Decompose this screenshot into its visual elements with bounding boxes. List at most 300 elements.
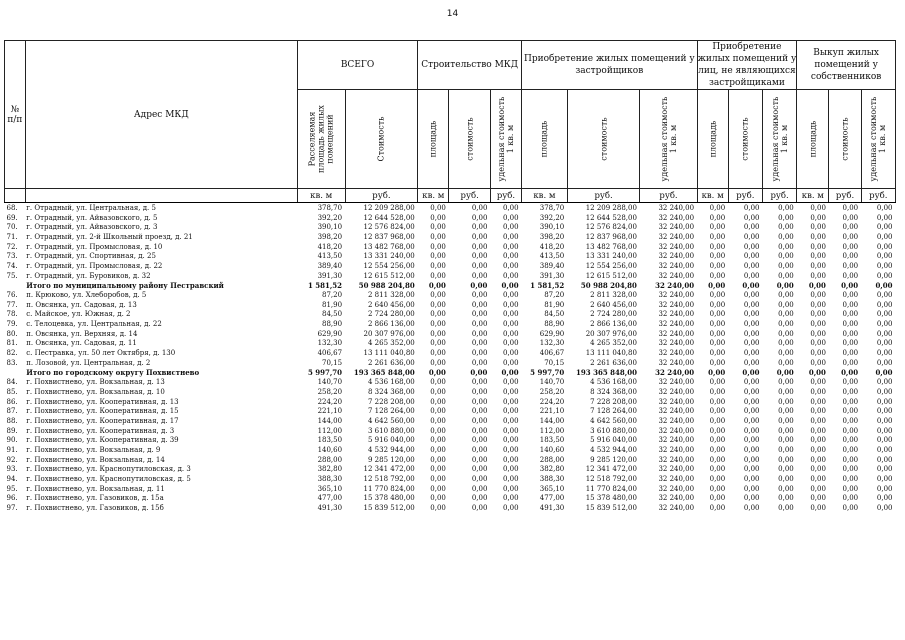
non-developers-area-cell: 0,00: [709, 387, 726, 396]
address-cell: г. Отрадный, ул. Центральная, д. 5: [26, 203, 156, 212]
non-developers-cost-cell: 0,00: [743, 349, 760, 358]
non-developers-cost-cell: 0,00: [743, 465, 760, 474]
construction-area-cell: 0,00: [428, 280, 446, 290]
non-developers-cost-cell: 0,00: [743, 475, 760, 484]
address-cell: с. Майское, ул. Южная, д. 2: [26, 310, 131, 319]
total-area-cell: 5 997,70: [307, 368, 343, 378]
non-developers-unit-cost-cell: 0,00: [778, 213, 794, 222]
address-cell: г. Отрадный, ул. Айвазовского, д. 5: [26, 213, 158, 222]
header-num: № п/п: [5, 41, 26, 189]
total-area-cell: 388,30: [317, 475, 343, 484]
owners-area-cell: 0,00: [810, 339, 826, 348]
owners-cost-cell: 0,00: [842, 320, 859, 329]
row-number: 68.: [6, 203, 18, 212]
construction-area-cell: 0,00: [430, 203, 446, 212]
developers-area-cell: 389,40: [539, 261, 565, 270]
total-cost-cell: 7 128 264,00: [367, 407, 415, 416]
table-row: [5, 261, 896, 271]
non-developers-unit-cost-cell: 0,00: [778, 291, 794, 300]
owners-unit-cost-cell: 0,00: [876, 329, 893, 338]
construction-unit-cost-cell: 0,00: [502, 475, 519, 484]
developers-cost-cell: 2 640 456,00: [590, 300, 637, 309]
row-number: 93.: [6, 465, 18, 474]
non-developers-unit-cost-cell: 0,00: [778, 475, 794, 484]
table-row: [5, 251, 896, 261]
non-developers-unit-cost-cell: 0,00: [778, 232, 794, 241]
owners-area-cell: 0,00: [810, 320, 826, 329]
developers-unit-cost-cell: 32 240,00: [658, 494, 695, 503]
owners-cost-cell: 0,00: [842, 407, 859, 416]
row-number: 91.: [6, 446, 18, 455]
owners-unit-cost-cell: 0,00: [876, 320, 893, 329]
table-row: [5, 377, 896, 387]
owners-cost-cell: 0,00: [842, 291, 859, 300]
address-cell: г. Похвистнево, ул. Кооперативная, д. 15: [26, 407, 179, 416]
owners-area-cell: 0,00: [810, 455, 826, 464]
non-developers-unit-cost-cell: 0,00: [778, 504, 794, 513]
developers-area-cell: 398,20: [539, 232, 565, 241]
owners-unit-cost-cell: 0,00: [876, 223, 893, 232]
header-total: ВСЕГО: [297, 41, 417, 90]
owners-unit-cost-cell: 0,00: [876, 339, 893, 348]
total-area-cell: 491,30: [317, 504, 343, 513]
developers-cost-cell: 2 724 280,00: [590, 310, 637, 319]
developers-area-cell: 140,60: [539, 446, 565, 455]
non-developers-unit-cost-cell: 0,00: [778, 271, 794, 280]
table-row: [5, 387, 896, 397]
unit-cell: руб.: [490, 189, 521, 203]
construction-area-cell: 0,00: [430, 329, 446, 338]
developers-unit-cost-cell: 32 240,00: [658, 407, 695, 416]
developers-unit-cost-cell: 32 240,00: [658, 242, 695, 251]
non-developers-unit-cost-cell: 0,00: [778, 397, 794, 406]
non-developers-area-cell: 0,00: [709, 397, 726, 406]
developers-unit-cost-cell: 32 240,00: [658, 416, 695, 425]
non-developers-cost-cell: 0,00: [743, 320, 760, 329]
row-number: 86.: [6, 397, 18, 406]
unit-cell: руб.: [728, 189, 762, 203]
construction-cost-cell: 0,00: [471, 300, 488, 309]
owners-area-cell: 0,00: [810, 465, 826, 474]
table-row: [5, 503, 896, 513]
owners-area-cell: 0,00: [810, 416, 826, 425]
non-developers-unit-cost-cell: 0,00: [778, 446, 794, 455]
owners-unit-cost-cell: 0,00: [876, 300, 893, 309]
row-number: 78.: [6, 310, 18, 319]
total-cost-cell: 9 285 120,00: [367, 455, 415, 464]
developers-cost-cell: 13 111 040,80: [585, 349, 637, 358]
non-developers-cost-cell: 0,00: [743, 484, 760, 493]
developers-unit-cost-cell: 32 240,00: [658, 475, 695, 484]
non-developers-cost-cell: 0,00: [743, 213, 760, 222]
total-cost-cell: 2 811 328,00: [367, 291, 415, 300]
developers-unit-cost-cell: 32 240,00: [658, 261, 695, 270]
non-developers-cost-cell: 0,00: [742, 368, 760, 378]
total-area-cell: 183,50: [317, 436, 343, 445]
construction-cost-cell: 0,00: [471, 203, 488, 212]
row-number: 73.: [6, 252, 18, 261]
developers-cost-cell: 4 642 560,00: [590, 416, 637, 425]
owners-cost-cell: 0,00: [842, 446, 859, 455]
total-cost-cell: 12 209 288,00: [363, 203, 415, 212]
developers-unit-cost-cell: 32 240,00: [658, 504, 695, 513]
owners-cost-cell: 0,00: [841, 280, 859, 290]
address-cell: г. Похвистнево, ул. Кооперативная, д. 13: [26, 397, 179, 406]
non-developers-cost-cell: 0,00: [743, 416, 760, 425]
subheader-construction-unit-cost: удельная стоимость 1 кв. м: [497, 96, 515, 182]
developers-area-cell: 144,00: [539, 416, 565, 425]
total-area-cell: 87,20: [322, 291, 343, 300]
owners-area-cell: 0,00: [810, 494, 826, 503]
non-developers-cost-cell: 0,00: [743, 252, 760, 261]
owners-area-cell: 0,00: [810, 223, 826, 232]
owners-area-cell: 0,00: [810, 252, 826, 261]
owners-unit-cost-cell: 0,00: [876, 261, 893, 270]
total-area-cell: 406,67: [317, 349, 343, 358]
non-developers-area-cell: 0,00: [709, 223, 726, 232]
unit-cell: руб.: [829, 189, 861, 203]
construction-cost-cell: 0,00: [471, 446, 488, 455]
address-cell: г. Похвистнево, ул. Вокзальная, д. 10: [26, 387, 165, 396]
owners-cost-cell: 0,00: [842, 426, 859, 435]
table-row: [5, 203, 896, 213]
construction-cost-cell: 0,00: [471, 416, 488, 425]
construction-cost-cell: 0,00: [471, 349, 488, 358]
owners-area-cell: 0,00: [810, 475, 826, 484]
total-area-cell: 224,20: [317, 397, 343, 406]
developers-cost-cell: 12 576 824,00: [585, 223, 637, 232]
owners-area-cell: 0,00: [810, 436, 826, 445]
owners-unit-cost-cell: 0,00: [876, 465, 893, 474]
construction-area-cell: 0,00: [430, 242, 446, 251]
owners-unit-cost-cell: 0,00: [876, 494, 893, 503]
table-row: [5, 339, 896, 349]
owners-cost-cell: 0,00: [842, 242, 859, 251]
non-developers-unit-cost-cell: 0,00: [778, 484, 794, 493]
non-developers-unit-cost-cell: 0,00: [778, 329, 794, 338]
total-cost-cell: 11 770 824,00: [363, 484, 415, 493]
construction-area-cell: 0,00: [430, 339, 446, 348]
owners-area-cell: 0,00: [810, 358, 826, 367]
resettlement-table: [4, 40, 896, 513]
owners-unit-cost-cell: 0,00: [876, 310, 893, 319]
owners-area-cell: 0,00: [810, 407, 826, 416]
total-area-cell: 477,00: [317, 494, 343, 503]
developers-cost-cell: 4 536 168,00: [590, 378, 637, 387]
developers-unit-cost-cell: 32 240,00: [658, 329, 695, 338]
developers-cost-cell: 13 331 240,00: [585, 252, 637, 261]
construction-unit-cost-cell: 0,00: [502, 261, 519, 270]
non-developers-area-cell: 0,00: [709, 358, 726, 367]
non-developers-area-cell: 0,00: [709, 494, 726, 503]
owners-cost-cell: 0,00: [842, 232, 859, 241]
unit-cell: руб.: [861, 189, 895, 203]
construction-area-cell: 0,00: [428, 368, 446, 378]
construction-unit-cost-cell: 0,00: [502, 378, 519, 387]
developers-area-cell: 1 581,52: [530, 280, 565, 290]
non-developers-cost-cell: 0,00: [743, 504, 760, 513]
developers-area-cell: 5 997,70: [530, 368, 565, 378]
total-cost-cell: 12 837 968,00: [363, 232, 415, 241]
total-cost-cell: 4 532 944,00: [367, 446, 415, 455]
developers-unit-cost-cell: 32 240,00: [658, 291, 695, 300]
non-developers-unit-cost-cell: 0,00: [778, 261, 794, 270]
developers-unit-cost-cell: 32 240,00: [658, 223, 695, 232]
developers-cost-cell: 12 518 792,00: [585, 475, 637, 484]
construction-area-cell: 0,00: [430, 232, 446, 241]
table-row: [5, 300, 896, 310]
row-number: 81.: [6, 339, 18, 348]
developers-area-cell: 87,20: [544, 291, 565, 300]
owners-unit-cost-cell: 0,00: [876, 407, 893, 416]
total-cost-cell: 2 866 136,00: [367, 320, 415, 329]
construction-unit-cost-cell: 0,00: [502, 213, 519, 222]
developers-cost-cell: 12 341 472,00: [585, 465, 637, 474]
construction-area-cell: 0,00: [430, 397, 446, 406]
construction-cost-cell: 0,00: [471, 387, 488, 396]
owners-area-cell: 0,00: [808, 280, 826, 290]
owners-unit-cost-cell: 0,00: [876, 397, 893, 406]
owners-area-cell: 0,00: [810, 397, 826, 406]
construction-unit-cost-cell: 0,00: [502, 504, 519, 513]
developers-unit-cost-cell: 32 240,00: [658, 320, 695, 329]
header-address: Адрес МКД: [25, 41, 297, 189]
non-developers-area-cell: 0,00: [709, 271, 726, 280]
non-developers-unit-cost-cell: 0,00: [778, 320, 794, 329]
row-number: 77.: [6, 300, 18, 309]
construction-unit-cost-cell: 0,00: [502, 416, 519, 425]
address-cell: г. Похвистнево, ул. Вокзальная, д. 14: [26, 455, 165, 464]
address-cell: г. Похвистнево, ул. Вокзальная, д. 9: [26, 446, 161, 455]
non-developers-cost-cell: 0,00: [743, 455, 760, 464]
non-developers-unit-cost-cell: 0,00: [778, 358, 794, 367]
construction-unit-cost-cell: 0,00: [502, 291, 519, 300]
non-developers-area-cell: 0,00: [709, 349, 726, 358]
owners-unit-cost-cell: 0,00: [876, 426, 893, 435]
construction-unit-cost-cell: 0,00: [502, 232, 519, 241]
owners-unit-cost-cell: 0,00: [876, 416, 893, 425]
developers-cost-cell: 20 307 976,00: [585, 329, 637, 338]
construction-cost-cell: 0,00: [471, 475, 488, 484]
total-area-cell: 288,00: [317, 455, 343, 464]
owners-unit-cost-cell: 0,00: [876, 358, 893, 367]
developers-unit-cost-cell: 32 240,00: [658, 213, 695, 222]
address-cell: п. Овсянка, ул. Садовая, д. 11: [26, 339, 137, 348]
row-number: 87.: [6, 407, 18, 416]
address-cell: г. Отрадный, ул. Спортивная, д. 25: [26, 252, 156, 261]
non-developers-unit-cost-cell: 0,00: [778, 223, 794, 232]
non-developers-area-cell: 0,00: [709, 320, 726, 329]
construction-unit-cost-cell: 0,00: [502, 407, 519, 416]
owners-area-cell: 0,00: [810, 261, 826, 270]
construction-area-cell: 0,00: [430, 504, 446, 513]
address-cell: г. Похвистнево, ул. Кооперативная, д. 39: [26, 436, 179, 445]
unit-cell: руб.: [567, 189, 640, 203]
construction-cost-cell: 0,00: [471, 455, 488, 464]
total-area-cell: 389,40: [317, 261, 343, 270]
owners-unit-cost-cell: 0,00: [876, 387, 893, 396]
subheader-owners-cost: стоимость: [840, 117, 850, 161]
owners-unit-cost-cell: 0,00: [876, 484, 893, 493]
developers-area-cell: 183,50: [539, 436, 565, 445]
row-number: 79.: [6, 320, 18, 329]
construction-cost-cell: 0,00: [471, 504, 488, 513]
subheader-developers-area: площадь: [539, 120, 549, 158]
developers-area-cell: 258,20: [539, 387, 565, 396]
address-cell: г. Отрадный, ул. Промысловая, д. 10: [26, 242, 163, 251]
owners-area-cell: 0,00: [810, 484, 826, 493]
total-area-cell: 70,15: [322, 358, 343, 367]
developers-unit-cost-cell: 32 240,00: [658, 455, 695, 464]
non-developers-cost-cell: 0,00: [743, 310, 760, 319]
total-area-cell: 140,60: [317, 446, 343, 455]
unit-blank: [5, 189, 26, 203]
table-row: [5, 474, 896, 484]
unit-cell: кв. м: [297, 189, 345, 203]
table-row: [5, 310, 896, 320]
non-developers-area-cell: 0,00: [709, 455, 726, 464]
row-number: 82.: [6, 349, 18, 358]
developers-unit-cost-cell: 32 240,00: [658, 310, 695, 319]
owners-unit-cost-cell: 0,00: [876, 436, 893, 445]
table-row: [5, 494, 896, 504]
construction-cost-cell: 0,00: [471, 494, 488, 503]
total-cost-cell: 20 307 976,00: [363, 329, 415, 338]
owners-unit-cost-cell: 0,00: [876, 378, 893, 387]
table-row: [5, 222, 896, 232]
developers-unit-cost-cell: 32 240,00: [658, 378, 695, 387]
developers-cost-cell: 12 209 288,00: [585, 203, 637, 212]
owners-cost-cell: 0,00: [842, 436, 859, 445]
owners-cost-cell: 0,00: [842, 455, 859, 464]
construction-cost-cell: 0,00: [471, 436, 488, 445]
table-row: [5, 232, 896, 242]
total-area-cell: 398,20: [317, 232, 343, 241]
owners-unit-cost-cell: 0,00: [875, 280, 893, 290]
developers-area-cell: 418,20: [539, 242, 565, 251]
construction-unit-cost-cell: 0,00: [502, 300, 519, 309]
subheader-non-developers-area: площадь: [708, 120, 718, 158]
non-developers-cost-cell: 0,00: [743, 387, 760, 396]
non-developers-unit-cost-cell: 0,00: [778, 339, 794, 348]
table-row: [5, 455, 896, 465]
developers-area-cell: 288,00: [539, 455, 565, 464]
construction-cost-cell: 0,00: [471, 426, 488, 435]
developers-unit-cost-cell: 32 240,00: [658, 426, 695, 435]
subheader-total-cost: Стоимость: [376, 116, 386, 162]
construction-unit-cost-cell: 0,00: [502, 329, 519, 338]
construction-area-cell: 0,00: [430, 213, 446, 222]
total-area-cell: 221,10: [317, 407, 343, 416]
construction-unit-cost-cell: 0,00: [502, 252, 519, 261]
construction-unit-cost-cell: 0,00: [502, 358, 519, 367]
total-cost-cell: 4 536 168,00: [367, 378, 415, 387]
owners-cost-cell: 0,00: [842, 339, 859, 348]
construction-area-cell: 0,00: [430, 407, 446, 416]
non-developers-cost-cell: 0,00: [743, 358, 760, 367]
non-developers-unit-cost-cell: 0,00: [778, 494, 794, 503]
row-number: 97.: [6, 504, 18, 513]
units-row: [5, 189, 896, 203]
owners-cost-cell: 0,00: [842, 329, 859, 338]
developers-cost-cell: 15 839 512,00: [585, 504, 637, 513]
construction-cost-cell: 0,00: [471, 484, 488, 493]
non-developers-area-cell: 0,00: [709, 416, 726, 425]
unit-cell: руб.: [640, 189, 697, 203]
non-developers-unit-cost-cell: 0,00: [778, 455, 794, 464]
non-developers-unit-cost-cell: 0,00: [778, 465, 794, 474]
row-number: 85.: [6, 387, 18, 396]
developers-area-cell: 140,70: [539, 378, 565, 387]
address-cell: г. Отрадный, ул. Буровиков, д. 32: [26, 271, 151, 280]
address-cell: г. Похвистнево, ул. Газовиков, д. 15б: [26, 504, 164, 513]
row-number: [5, 281, 26, 291]
owners-unit-cost-cell: 0,00: [876, 455, 893, 464]
subheader-developers-unit-cost: удельная стоимость 1 кв. м: [659, 96, 678, 182]
owners-cost-cell: 0,00: [842, 387, 859, 396]
non-developers-cost-cell: 0,00: [743, 261, 760, 270]
total-area-cell: 112,00: [317, 426, 343, 435]
developers-area-cell: 112,00: [539, 426, 565, 435]
owners-cost-cell: 0,00: [842, 358, 859, 367]
construction-unit-cost-cell: 0,00: [502, 494, 519, 503]
owners-cost-cell: 0,00: [842, 300, 859, 309]
developers-unit-cost-cell: 32 240,00: [655, 368, 695, 378]
address-cell: с. Пестравка, ул. 50 лет Октября, д. 130: [26, 349, 176, 358]
developers-cost-cell: 12 837 968,00: [585, 232, 637, 241]
table-row: [5, 406, 896, 416]
non-developers-unit-cost-cell: 0,00: [778, 300, 794, 309]
non-developers-area-cell: 0,00: [709, 426, 726, 435]
construction-cost-cell: 0,00: [471, 271, 488, 280]
address-cell: г. Похвистнево, ул. Краснопутиловская, д. 3: [26, 465, 191, 474]
row-number: 80.: [6, 329, 18, 338]
developers-cost-cell: 2 261 636,00: [590, 358, 637, 367]
construction-area-cell: 0,00: [430, 446, 446, 455]
non-developers-cost-cell: 0,00: [743, 242, 760, 251]
non-developers-unit-cost-cell: 0,00: [776, 280, 794, 290]
non-developers-area-cell: 0,00: [709, 310, 726, 319]
owners-cost-cell: 0,00: [842, 223, 859, 232]
owners-area-cell: 0,00: [810, 232, 826, 241]
table-row: [5, 358, 896, 368]
construction-unit-cost-cell: 0,00: [502, 455, 519, 464]
construction-unit-cost-cell: 0,00: [501, 280, 519, 290]
construction-unit-cost-cell: 0,00: [501, 368, 519, 378]
total-area-cell: 258,20: [317, 387, 343, 396]
developers-area-cell: 491,30: [539, 504, 565, 513]
owners-area-cell: 0,00: [810, 203, 826, 212]
subheader-non-developers-unit-cost: удельная стоимость 1 кв. м: [770, 96, 789, 182]
address-cell: г. Похвистнево, ул. Вокзальная, д. 13: [26, 378, 165, 387]
developers-area-cell: 365,10: [539, 484, 565, 493]
owners-cost-cell: 0,00: [842, 465, 859, 474]
total-cost-cell: 12 341 472,00: [363, 465, 415, 474]
owners-unit-cost-cell: 0,00: [876, 349, 893, 358]
non-developers-cost-cell: 0,00: [743, 271, 760, 280]
developers-area-cell: 477,00: [539, 494, 565, 503]
unit-cell: руб.: [345, 189, 418, 203]
table-row: [5, 484, 896, 494]
table-row: [5, 465, 896, 475]
subtotal-row: [5, 368, 896, 378]
total-cost-cell: 4 265 352,00: [367, 339, 415, 348]
address-cell: Итого по городскому округу Похвистнево: [26, 368, 200, 378]
owners-cost-cell: 0,00: [842, 203, 859, 212]
non-developers-area-cell: 0,00: [709, 252, 726, 261]
row-number: 71.: [6, 232, 18, 241]
developers-unit-cost-cell: 32 240,00: [658, 271, 695, 280]
